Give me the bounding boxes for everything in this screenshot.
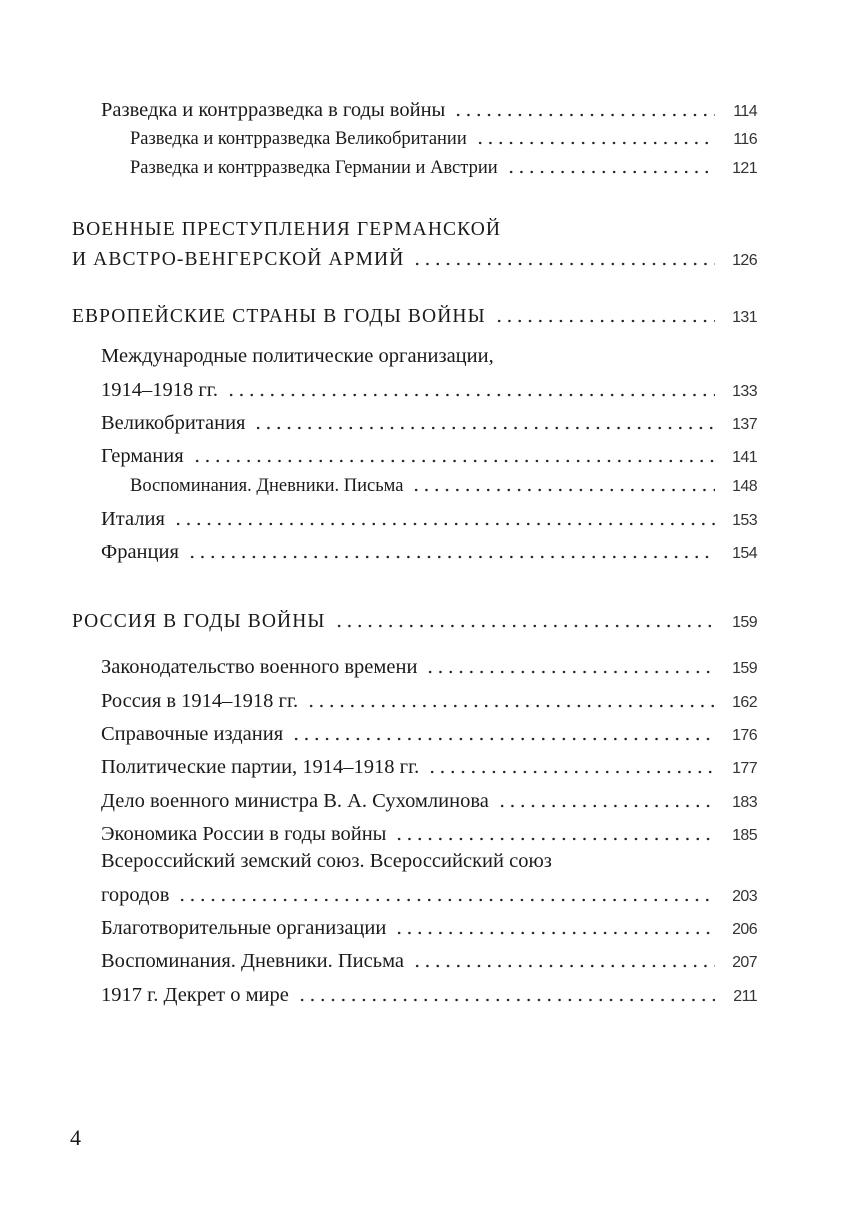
toc-entry-page: 137: [732, 416, 757, 433]
toc-entry[interactable]: [101, 716, 757, 745]
page-number: 4: [70, 1125, 81, 1150]
toc-entry[interactable]: [101, 977, 757, 1006]
toc-entry-page: 141: [732, 449, 757, 466]
toc-entry-page: 126: [732, 252, 757, 269]
toc-entry[interactable]: [101, 910, 757, 939]
toc-entry[interactable]: [130, 467, 757, 496]
toc-entry-page: 206: [732, 921, 757, 938]
dot-leader: [306, 689, 715, 713]
dot-leader: [425, 655, 715, 679]
toc-entry[interactable]: [101, 649, 757, 678]
toc-entry-title: Италия: [101, 508, 165, 530]
toc-entry-title-line1[interactable]: Всероссийский земский союз. Всероссийский союз: [101, 850, 552, 872]
dot-leader: [427, 755, 715, 779]
dot-leader: [192, 444, 715, 468]
toc-entry-title: Разведка и контрразведка Великобритании: [130, 129, 467, 149]
toc-entry-page: 183: [732, 794, 757, 811]
toc-entry-page: 131: [732, 309, 757, 326]
toc-entry-title: Германия: [101, 445, 184, 467]
toc-entry-page: 162: [732, 694, 757, 711]
toc-entry[interactable]: [101, 877, 757, 906]
toc-entry-title: Великобритания: [101, 412, 246, 434]
toc-entry-page: 153: [732, 512, 757, 529]
dot-leader: [297, 983, 715, 1007]
toc-entry-page: 203: [732, 888, 757, 905]
dot-leader: [475, 126, 715, 150]
toc-entry-page: 159: [732, 660, 757, 677]
dot-leader: [187, 540, 715, 564]
toc-entry[interactable]: [101, 943, 757, 972]
dot-leader: [412, 247, 715, 271]
toc-entry-title: Дело военного министра В. А. Сухомлинова: [101, 790, 489, 812]
toc-entry-title: Воспоминания. Дневники. Письма: [130, 476, 404, 496]
toc-entry-title: Экономика России в годы войны: [101, 823, 387, 845]
dot-leader: [334, 609, 715, 633]
toc-entry-title-line2: городов: [101, 884, 170, 906]
toc-entry-page: 114: [733, 103, 757, 120]
toc-entry-title: Разведка и контрразведка в годы войны: [101, 99, 446, 121]
dot-leader: [253, 411, 715, 435]
toc-entry[interactable]: [101, 534, 757, 563]
toc-entry-title: Справочные издания: [101, 723, 284, 745]
toc-entry[interactable]: [101, 683, 757, 712]
dot-leader: [177, 883, 715, 907]
toc-entry-page: 148: [732, 478, 757, 495]
toc-entry-title: Благотворительные организации: [101, 917, 387, 939]
toc-entry-title-line2: 1914–1918 гг.: [101, 379, 219, 401]
toc-entry-title: Франция: [101, 541, 179, 563]
toc-entry[interactable]: [130, 149, 757, 178]
toc-entry[interactable]: [130, 120, 757, 149]
toc-entry-page: 133: [732, 383, 757, 400]
toc-entry[interactable]: [101, 92, 757, 121]
toc-section-title: РОССИЯ В ГОДЫ ВОЙНЫ: [72, 611, 326, 632]
toc-entry[interactable]: [101, 501, 757, 530]
toc-section-title-line1[interactable]: ВОЕННЫЕ ПРЕСТУПЛЕНИЯ ГЕРМАНСКОЙ: [72, 219, 502, 240]
toc-entry-title: Разведка и контрразведка Германии и Австрии: [130, 158, 498, 178]
toc-section-entry[interactable]: [72, 298, 757, 327]
toc-entry-page: 211: [733, 988, 757, 1005]
toc-section-title: ЕВРОПЕЙСКИЕ СТРАНЫ В ГОДЫ ВОЙНЫ: [72, 306, 486, 327]
dot-leader: [497, 789, 715, 813]
toc-entry[interactable]: [101, 405, 757, 434]
toc-entry[interactable]: [101, 372, 757, 401]
toc-entry[interactable]: [101, 749, 757, 778]
toc-entry-title: Политические партии, 1914–1918 гг.: [101, 756, 420, 778]
toc-entry[interactable]: [101, 783, 757, 812]
dot-leader: [411, 473, 715, 497]
toc-section-entry[interactable]: [72, 241, 757, 270]
toc-entry-title: Воспоминания. Дневники. Письма: [101, 950, 405, 972]
toc-entry[interactable]: [101, 816, 757, 845]
toc-section-entry[interactable]: [72, 603, 757, 632]
toc-entry-page: 185: [732, 827, 757, 844]
dot-leader: [412, 949, 715, 973]
toc-entry-page: 176: [732, 727, 757, 744]
toc-entry-page: 116: [733, 131, 757, 148]
toc-entry-page: 121: [732, 160, 757, 177]
dot-leader: [226, 378, 715, 402]
dot-leader: [291, 722, 715, 746]
toc-entry-title: 1917 г. Декрет о мире: [101, 984, 289, 1006]
dot-leader: [506, 155, 715, 179]
dot-leader: [494, 304, 715, 328]
dot-leader: [173, 507, 715, 531]
toc-entry-title: Россия в 1914–1918 гг.: [101, 690, 299, 712]
toc-entry[interactable]: [101, 438, 757, 467]
dot-leader: [394, 916, 715, 940]
toc-section-title-line2: И АВСТРО-ВЕНГЕРСКОЙ АРМИЙ: [72, 249, 405, 270]
toc-entry-page: 154: [732, 545, 757, 562]
toc-entry-page: 177: [732, 760, 757, 777]
toc-entry-title: Законодательство военного времени: [101, 656, 418, 678]
dot-leader: [453, 98, 715, 122]
toc-entry-page: 159: [732, 614, 757, 631]
toc-entry-page: 207: [732, 954, 757, 971]
dot-leader: [394, 822, 715, 846]
toc-entry-title-line1[interactable]: Международные политические организации,: [101, 345, 494, 367]
